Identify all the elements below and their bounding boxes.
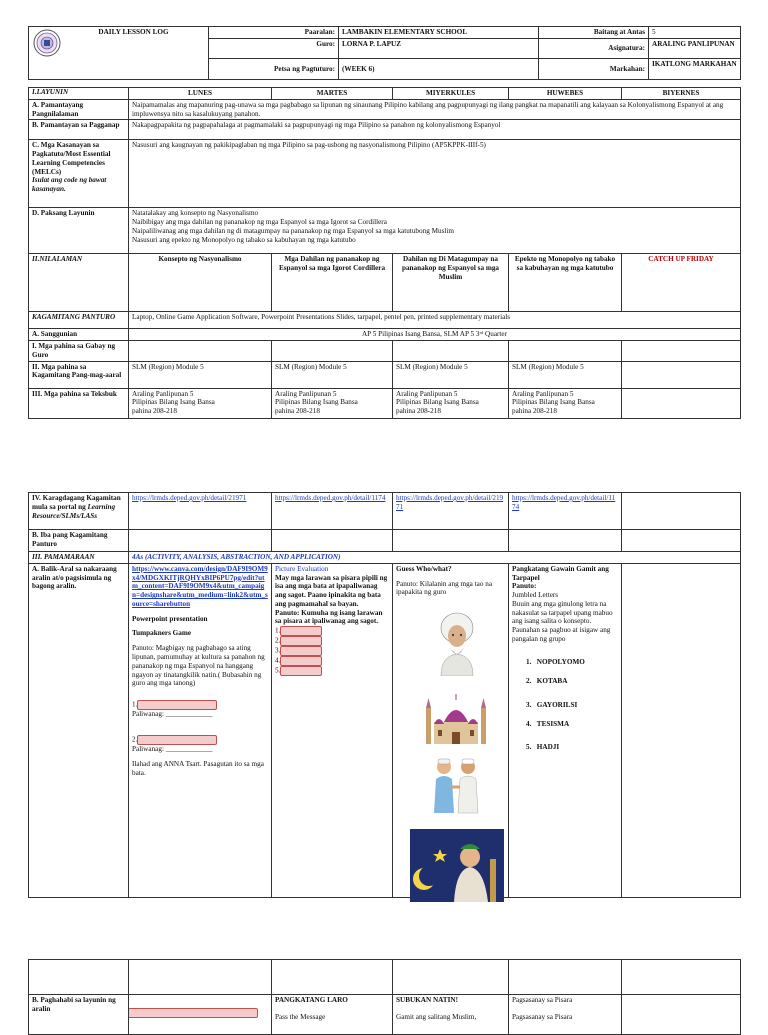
answer-number: 3. bbox=[275, 646, 281, 655]
karagdagan-label-cell bbox=[29, 493, 129, 530]
empty-cell bbox=[622, 960, 741, 995]
pagganap-label: B. Pamantayan sa Pagganap bbox=[29, 120, 129, 140]
jumbled-word: 3. GAYORILSI bbox=[526, 701, 578, 710]
ppt-label: Powerpoint presentation bbox=[132, 614, 208, 623]
nilalaman-huwebes: Epekto ng Monopolyo ng tabako sa kabuhayan ng mga katutubo bbox=[509, 254, 622, 312]
lrmds-link-lunes[interactable]: https://lrmds.deped.gov.ph/detail/21971 bbox=[132, 494, 247, 502]
layunin-line: Natatalakay ang konsepto ng Nasyonalismo bbox=[132, 209, 259, 218]
baitang-label: Baitang at Antas bbox=[539, 27, 649, 39]
layunin-line: Naipaliliwanag ang mga dahilan ng di matagumpay na pananakop ng mga Espanyol sa mga katutubong Muslim bbox=[132, 226, 454, 235]
gamit-muslim: Gamit ang salitang Muslim, bbox=[396, 1012, 477, 1021]
nilalaman-miyerkules: Dahilan ng Di Matagumpay na pananakop ng Espanyol sa mga Muslim bbox=[393, 254, 509, 312]
kagamitang-martes: SLM (Region) Module 5 bbox=[272, 361, 393, 388]
pamantayang-text: Naipamamalas ang mapanuring pag-unawa sa mga pagbabago sa lipunan ng sinaunang Pilipino kabilang ang pagpupunyagi ng ilang pangkat na mapanatili ang kalayaan sa Kolonyalismong Espanyol at ang impluwensya nito sa kasalukuyang panahon. bbox=[129, 99, 741, 120]
jumbled-word: 5. HADJI bbox=[526, 742, 560, 751]
link-cell bbox=[393, 493, 509, 530]
empty-cell bbox=[272, 960, 393, 995]
pamamaraan-text: 4As (ACTIVITY, ANALYSIS, ABSTRACTION, AND APPLICATION) bbox=[129, 552, 741, 564]
link-cell bbox=[129, 493, 272, 530]
jumbled-word: 4. TESISMA bbox=[526, 720, 570, 729]
teksbuk-huwebes: Araling Panlipunan 5 Pilipinas Bilang Isang Bansa pahina 208-218 bbox=[509, 388, 622, 418]
pagsasanay-sub: Pagsasanay sa Pisara bbox=[512, 1012, 573, 1021]
paghahabi-label: B. Paghahabi sa layunin ng aralin bbox=[29, 995, 129, 1035]
jumbled-word-text: KOTABA bbox=[536, 676, 568, 685]
mon-paliwanag-1: Paliwanag: _____________ bbox=[132, 710, 213, 719]
answer-number: 4. bbox=[275, 656, 281, 665]
asignatura-value: ARALING PANLIPUNAN bbox=[649, 39, 741, 59]
baitang-value: 5 bbox=[649, 27, 741, 39]
layunin-heading: I.LAYUNIN bbox=[29, 88, 129, 100]
answer-box[interactable] bbox=[280, 656, 322, 666]
guess-title: Guess Who/what? bbox=[396, 564, 452, 573]
answer-box[interactable] bbox=[129, 1008, 259, 1018]
kagamitan-heading: KAGAMITANG PANTURO bbox=[29, 312, 129, 329]
pagganap-text: Nakapagpapakita ng pagpapahalaga at pagmamalaki sa pagpupunyagi ng mga Pilipino sa panahon ng kolonyalismong Espanyol bbox=[129, 120, 741, 140]
balik-martes bbox=[272, 563, 393, 897]
answer-box[interactable] bbox=[280, 646, 322, 656]
paghahabi-biyernes bbox=[622, 995, 741, 1035]
layunin-line: Naibibigay ang mga dahilan ng pananakop ng mga Espanyol sa mga Igorot sa Cordillera bbox=[132, 218, 387, 227]
moon-scene-icon bbox=[410, 829, 504, 902]
gabay-cell bbox=[622, 341, 741, 362]
mon-ilahad: Ilahad ang ANNA Tsart. Pasagutan ito sa mga bata. bbox=[132, 759, 264, 777]
guro-label: Guro: bbox=[209, 39, 339, 59]
nilalaman-lunes: Konsepto ng Nasyonalismo bbox=[129, 254, 272, 312]
nilalaman-heading: II.NILALAMAN bbox=[29, 254, 129, 312]
gabay-cell bbox=[393, 341, 509, 362]
tue-panuto: Panuto: Kumuha ng isang larawan sa pisara at ipaliwanag ang sagot. bbox=[275, 608, 383, 626]
petsa-label: Petsa ng Pagtuturo: bbox=[209, 59, 339, 80]
gabay-cell bbox=[129, 341, 272, 362]
melc-label: C. Mga Kasanayan sa Pagkatuto/Most Essential Learning Competencies (MELCs) bbox=[32, 141, 111, 176]
paaralan-value: LAMBAKIN ELEMENTARY SCHOOL bbox=[339, 27, 539, 39]
answer-box[interactable] bbox=[137, 700, 217, 710]
tue-answer bbox=[275, 646, 389, 656]
tue-answer bbox=[275, 636, 389, 646]
lesson-table-page1 bbox=[28, 87, 741, 419]
iba-cell bbox=[393, 530, 509, 552]
gabay-cell bbox=[509, 341, 622, 362]
iba-cell bbox=[129, 530, 272, 552]
jumbled-word: 2. KOTABA bbox=[526, 676, 568, 685]
paghahabi-lunes bbox=[129, 995, 272, 1035]
mosque-icon bbox=[424, 690, 488, 746]
empty-cell bbox=[129, 960, 272, 995]
jumbled-word-text: HADJI bbox=[536, 742, 560, 751]
empty-cell bbox=[393, 960, 509, 995]
log-title: DAILY LESSON LOG bbox=[98, 28, 169, 36]
lrmds-link-huwebes[interactable]: https://lrmds.deped.gov.ph/detail/1174 bbox=[512, 494, 616, 511]
markahan-value: IKATLONG MARKAHAN bbox=[649, 59, 741, 80]
header-table bbox=[28, 26, 741, 80]
karagdagan-label: IV. Karagdagang Kagamitan mula sa portal ng bbox=[32, 494, 121, 511]
asignatura-label: Asignatura: bbox=[539, 39, 649, 59]
pangkatang-laro: PANGKATANG LARO bbox=[275, 996, 348, 1004]
layunin-line: Nasusuri ang epekto ng Monopolyo ng tabako sa kabuhayan ng mga katutubo bbox=[132, 235, 356, 244]
pagsasanay-title: Pagsasanay sa Pisara bbox=[512, 996, 573, 1004]
melc-label-cell bbox=[29, 140, 129, 208]
people-icon bbox=[428, 755, 484, 815]
teksbuk-biyernes bbox=[622, 388, 741, 418]
melc-text: Nasusuri ang kaugnayan ng pakikipaglaban ng mga Pilipino sa pag-usbong ng nasyonalismong Pilipino (AP5KPPK-IIIf-5) bbox=[129, 140, 741, 208]
gabay-cell bbox=[272, 341, 393, 362]
empty-cell bbox=[509, 960, 622, 995]
teksbuk-lunes: Araling Panlipunan 5 Pilipinas Bilang Isang Bansa pahina 208-218 bbox=[129, 388, 272, 418]
nilalaman-martes: Mga Dahilan ng pananakop ng Espanyol sa mga Igorot Cordillera bbox=[272, 254, 393, 312]
picture-eval-title: Picture Evaluation bbox=[275, 564, 329, 573]
answer-number: 2. bbox=[132, 735, 138, 744]
paaralan-label: Paaralan: bbox=[209, 27, 339, 39]
jumbled-word-text: GAYORILSI bbox=[536, 701, 578, 710]
lrmds-link-martes[interactable]: https://lrmds.deped.gov.ph/detail/1174 bbox=[275, 494, 386, 502]
subukan-natin: SUBUKAN NATIN! bbox=[396, 996, 458, 1004]
empty-cell bbox=[29, 960, 129, 995]
paghahabi-martes bbox=[272, 995, 393, 1035]
karagdagan-italic: Learning Resource/SLMs/LASs bbox=[32, 502, 116, 520]
answer-box[interactable] bbox=[280, 626, 322, 636]
melc-note: Isulat ang code ng bawat kasanayan. bbox=[32, 176, 107, 194]
kagamitan-text: Laptop, Online Game Application Software, Powerpoint Presentations Slides, tarpapel, pentel pen, printed supplementary materials bbox=[129, 312, 741, 329]
pamantayang-label: A. Pamantayang Pangnilalaman bbox=[29, 99, 129, 120]
day-miyerkules: MIYERKULES bbox=[393, 88, 509, 100]
guro-value: LORNA P. LAPUZ bbox=[339, 39, 539, 59]
link-cell bbox=[622, 493, 741, 530]
iba-cell bbox=[272, 530, 393, 552]
teksbuk-label: III. Mga pahina sa Teksbuk bbox=[29, 388, 129, 418]
answer-number: 1. bbox=[275, 626, 281, 635]
paksang-layunin-list bbox=[129, 208, 741, 254]
balik-aral-label: A. Balik-Aral sa nakaraang aralin at/o pagsisimula ng bagong aralin. bbox=[29, 563, 129, 897]
teksbuk-martes: Araling Panlipunan 5 Pilipinas Bilang Isang Bansa pahina 208-218 bbox=[272, 388, 393, 418]
mon-answer-1 bbox=[132, 700, 268, 710]
answer-box[interactable] bbox=[280, 636, 322, 646]
mon-panuto: Panuto: Magbigay ng pagbabago sa ating lipunan, pamumuhay at kultura sa panahon ng pananakop ng mga Espanyol na hanggang ngayon ay tinatangkilik natin.( Bubasahin ng guro ang mga tanong) bbox=[132, 644, 265, 688]
kagamitang-lunes: SLM (Region) Module 5 bbox=[129, 361, 272, 388]
sanggunian-text: AP 5 Pilipinas Isang Bansa, SLM AP 5 3ʳᵈ Quarter bbox=[129, 329, 741, 341]
day-martes: MARTES bbox=[272, 88, 393, 100]
day-biyernes: BIYERNES bbox=[622, 88, 741, 100]
two-men-image bbox=[428, 755, 484, 815]
teksbuk-miyerkules: Araling Panlipunan 5 Pilipinas Bilang Isang Bansa pahina 208-218 bbox=[393, 388, 509, 418]
answer-number: 5. bbox=[275, 666, 281, 675]
balik-lunes bbox=[129, 563, 272, 897]
pass-message: Pass the Message bbox=[275, 1012, 326, 1021]
answer-number: 1. bbox=[132, 700, 138, 709]
answer-box[interactable] bbox=[280, 666, 322, 676]
day-lunes: LUNES bbox=[129, 88, 272, 100]
kagamitang-huwebes: SLM (Region) Module 5 bbox=[509, 361, 622, 388]
portrait-icon bbox=[435, 606, 479, 676]
lesson-table-page2 bbox=[28, 492, 741, 898]
tue-text: May mga larawan sa pisara pipili ng isa ang mga bata at ipapaliwanag ang sagot. Paano ipinakita ng bata ang pagmamahal sa bayan. bbox=[275, 573, 388, 608]
bearded-man-image bbox=[435, 606, 479, 676]
thu-panuto-label: Panuto: bbox=[512, 582, 537, 591]
lrmds-link-miyerkules[interactable]: https://lrmds.deped.gov.ph/detail/21971 bbox=[396, 494, 504, 511]
paksang-layunin-label: D. Paksang Layunin bbox=[29, 208, 129, 254]
mon-paliwanag-2: Paliwanag: _____________ bbox=[132, 744, 213, 753]
thu-title: Pangkatang Gawain Gamit ang Tarpapel bbox=[512, 564, 609, 582]
pamamaraan-heading: III. PAMAMARAAN bbox=[29, 552, 129, 564]
tue-answer bbox=[275, 666, 389, 676]
balik-huwebes bbox=[509, 563, 622, 897]
petsa-value: (WEEK 6) bbox=[339, 59, 539, 80]
kagamitang-biyernes bbox=[622, 361, 741, 388]
thu-text: Jumbled Letters Buuin ang mga ginulong letra na nakasulat sa tarpapel upang mabuo ang isang salita o konsepto. Paunahan sa pagbuo at isigaw ang pangalan ng grupo bbox=[512, 591, 613, 644]
tue-answer bbox=[275, 626, 389, 636]
markahan-label: Markahan: bbox=[539, 59, 649, 80]
link-cell bbox=[509, 493, 622, 530]
game-title: Tumpakners Game bbox=[132, 629, 192, 638]
gabay-label: I. Mga pahina sa Gabay ng Guro bbox=[29, 341, 129, 362]
link-cell bbox=[272, 493, 393, 530]
answer-number: 2. bbox=[275, 636, 281, 645]
kagamitang-label: II. Mga pahina sa Kagamitang Pang-mag-aaral bbox=[29, 361, 129, 388]
mon-answer-2 bbox=[132, 735, 268, 745]
paghahabi-huwebes bbox=[509, 995, 622, 1035]
answer-box[interactable] bbox=[137, 735, 217, 745]
nilalaman-biyernes: CATCH UP FRIDAY bbox=[622, 254, 741, 312]
jumbled-word-text: NOPOLYOMO bbox=[536, 657, 585, 666]
iba-cell bbox=[622, 530, 741, 552]
jumbled-word: 1. NOPOLYOMO bbox=[526, 657, 585, 666]
mosque-image bbox=[424, 690, 488, 746]
balik-biyernes bbox=[622, 563, 741, 897]
wed-panuto: Panuto: Kilalanin ang mga tao na ipapakita ng guro bbox=[396, 579, 493, 597]
night-prayer-image bbox=[410, 829, 504, 902]
tue-answer bbox=[275, 656, 389, 666]
day-huwebes: HUWEBES bbox=[509, 88, 622, 100]
jumbled-word-text: TESISMA bbox=[536, 720, 570, 729]
iba-label: B. Iba pang Kagamitang Panturo bbox=[29, 530, 129, 552]
iba-cell bbox=[509, 530, 622, 552]
paghahabi-miyerkules bbox=[393, 995, 509, 1035]
kagamitang-miyerkules: SLM (Region) Module 5 bbox=[393, 361, 509, 388]
sanggunian-label: A. Sanggunian bbox=[29, 329, 129, 341]
canva-link[interactable]: https://www.canva.com/design/DAF9I9OM9x4/MDGXKITjRQHYxBIP6PU7pg/edit?utm_content=DAF9I9OM9x4&utm_campaign=designshare&utm_medium=link2&utm_source=sharebutton bbox=[132, 564, 268, 608]
log-title-cell bbox=[29, 27, 209, 80]
